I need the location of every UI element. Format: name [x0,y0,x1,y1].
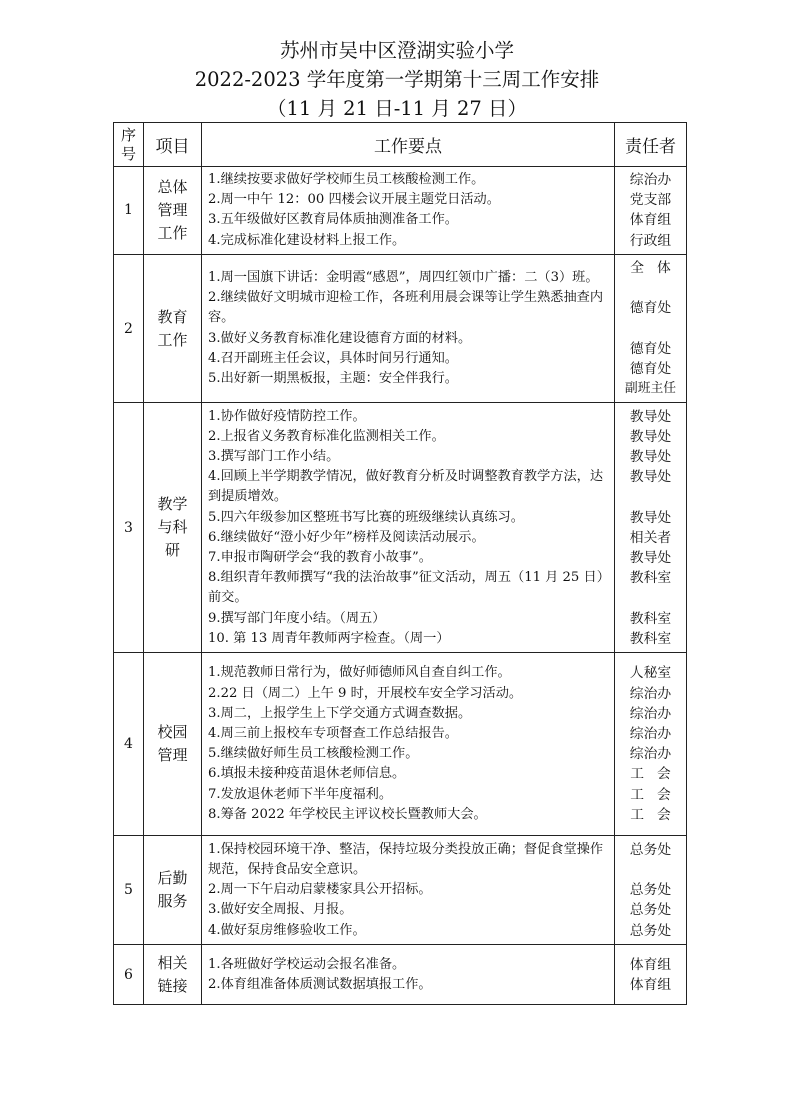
responsible-item: 综治办 [629,705,672,722]
work-item: 10. 第 13 周青年教师两字检查。（周一） [208,630,450,646]
responsible-item: 人秘室 [629,665,672,682]
responsible-item: 总务处 [629,922,672,939]
work-item: 3.五年级做好区教育局体质抽测准备工作。 [208,212,458,228]
responsible-item: 教科室 [629,610,672,627]
row-responsible [615,254,687,402]
responsible-item: 总务处 [629,902,672,919]
responsible-item: 工会 [630,786,684,803]
work-item: 7.申报市陶研学会“我的教育小故事”。 [208,549,432,565]
work-item: 3.撰写部门工作小结。 [208,448,340,464]
work-item: 4.周三前上报校车专项督查工作总结报告。 [208,726,458,742]
row-seq: 3 [114,403,144,653]
row-seq: 4 [114,653,144,836]
row-seq: 5 [114,836,144,945]
category-label: 教育工作 [157,307,188,349]
row-responsible [615,167,687,255]
work-item: 5.四六年级参加区整班书写比赛的班级继续认真练习。 [208,509,524,525]
work-item: 2.体育组准备体质测试数据填报工作。 [208,976,432,992]
work-item: 5.出好新一期黑板报，主题：安全伴我行。 [208,370,458,386]
work-item: 2.上报省义务教育标准化监测相关工作。 [208,428,445,444]
work-item: 1.规范教师日常行为，做好师德师风自查自纠工作。 [208,665,511,681]
row-work-items [202,653,615,836]
responsible-item: 教导处 [629,448,672,465]
responsible-item: 全体 [630,259,684,276]
schedule-table [113,122,687,1005]
responsible-item: 工会 [630,766,684,783]
header-seq-text: 序号 [120,125,136,163]
date-range: （11 月 21 日-11 月 27 日） [266,97,528,120]
header-category: 项目 [144,123,202,167]
work-item: 8.组织青年教师撰写“我的法治故事”征文活动，周五（11 月 25 日）前交。 [208,570,610,606]
responsible-item [615,487,686,507]
responsible-item: 总务处 [629,841,672,858]
responsible-item: 工会 [630,806,684,823]
work-item: 1.各班做好学校运动会报名准备。 [208,956,406,972]
row-seq: 2 [114,254,144,402]
responsible-item: 德育处 [629,340,672,357]
work-item: 1.协作做好疫情防控工作。 [208,408,366,424]
responsible-item: 总务处 [629,882,672,899]
work-item: 8.筹备 2022 年学校民主评议校长暨教师大会。 [208,806,487,822]
responsible-item: 体育组 [629,976,672,993]
row-category [144,945,202,1005]
responsible-item: 德育处 [629,300,672,317]
row-responsible [615,945,687,1005]
responsible-item: 教科室 [629,630,672,647]
responsible-item: 教导处 [629,428,672,445]
category-label: 教学与科研 [157,495,188,560]
work-item: 1.周一国旗下讲话：金明霞“感恩”，周四红领巾广播：二（3）班。 [208,269,599,285]
work-item: 1.继续按要求做好学校师生员工核酸检测工作。 [208,172,485,187]
responsible-item: 党支部 [629,192,672,209]
responsible-item [615,860,686,880]
row-seq: 1 [114,167,144,255]
row-responsible [615,403,687,653]
responsible-item: 教导处 [629,549,672,566]
category-label: 校园管理 [157,723,188,765]
table-row [114,167,687,255]
table-row [114,403,687,653]
table-row [114,254,687,402]
responsible-item: 体育组 [629,956,672,973]
row-category [144,836,202,945]
work-item: 3.做好安全周报、月报。 [208,902,353,918]
responsible-item: 综治办 [629,726,672,743]
work-item: 6.填报未接种疫苗退休老师信息。 [208,766,406,782]
work-item: 2.22 日（周二）上午 9 时，开展校车安全学习活动。 [208,685,523,701]
work-item: 4.做好泵房维修验收工作。 [208,922,366,938]
work-item: 7.发放退休老师下半年度福利。 [208,786,393,802]
responsible-item: 副班主任 [624,381,677,397]
row-responsible [615,836,687,945]
work-item: 2.周一中午 12：00 四楼会议开展主题党日活动。 [208,192,500,208]
row-work-items [202,254,615,402]
responsible-item: 教导处 [629,509,672,526]
responsible-item: 相关者 [629,529,672,546]
work-item: 2.周一下午启动启蒙楼家具公开招标。 [208,882,432,898]
responsible-item: 教科室 [629,570,672,587]
responsible-item: 德育处 [629,360,672,377]
work-item: 3.周二，上报学生上下学交通方式调查数据。 [208,705,472,721]
school-title: 苏州市吴中区澄湖实验小学 [279,39,514,62]
work-item: 4.完成标准化建设材料上报工作。 [208,232,406,248]
row-category [144,167,202,255]
row-work-items [202,945,615,1005]
table-header-row [114,123,687,167]
responsible-item: 综治办 [629,172,672,188]
category-label: 总体管理工作 [157,177,188,242]
work-item: 9.撰写部门年度小结。（周五） [208,610,386,626]
row-category [144,254,202,402]
responsible-item: 综治办 [629,746,672,763]
responsible-item: 教导处 [629,469,672,486]
header-responsible: 责任者 [615,123,687,167]
responsible-item: 行政组 [629,232,672,249]
table-row [114,836,687,945]
row-work-items [202,167,615,255]
header-seq [114,123,144,167]
row-category [144,653,202,836]
table-row [114,945,687,1005]
responsible-item: 综治办 [629,685,672,702]
table-row [114,653,687,836]
header-work: 工作要点 [202,123,615,167]
category-label: 相关链接 [157,953,188,995]
row-responsible [615,653,687,836]
work-item: 4.回顾上半学期教学情况，做好教育分析及时调整教育教学方法，达到提质增效。 [208,469,604,505]
responsible-item [615,278,686,298]
category-label: 后勤服务 [157,869,188,911]
row-seq: 6 [114,945,144,1005]
responsible-item: 体育组 [629,212,672,229]
work-item: 3.做好义务教育标准化建设德育方面的材料。 [208,330,472,346]
responsible-item [615,318,686,338]
work-item: 4.召开副班主任会议，具体时间另行通知。 [208,350,458,366]
row-category [144,403,202,653]
work-item: 6.继续做好“澄小好少年”榜样及阅读活动展示。 [208,529,485,545]
work-item: 5.继续做好师生员工核酸检测工作。 [208,746,419,762]
work-item: 1.保持校园环境干净、整洁，保持垃圾分类投放正确；督促食堂操作规范，保持食品安全意识。 [208,841,604,877]
responsible-item [615,588,686,608]
schedule-title: 2022-2023 学年度第一学期第十三周工作安排 [194,68,600,91]
responsible-item: 教导处 [629,408,672,425]
row-work-items [202,836,615,945]
row-work-items [202,403,615,653]
work-item: 2.继续做好文明城市迎检工作，各班利用晨会课等让学生熟悉抽查内容。 [208,290,604,326]
